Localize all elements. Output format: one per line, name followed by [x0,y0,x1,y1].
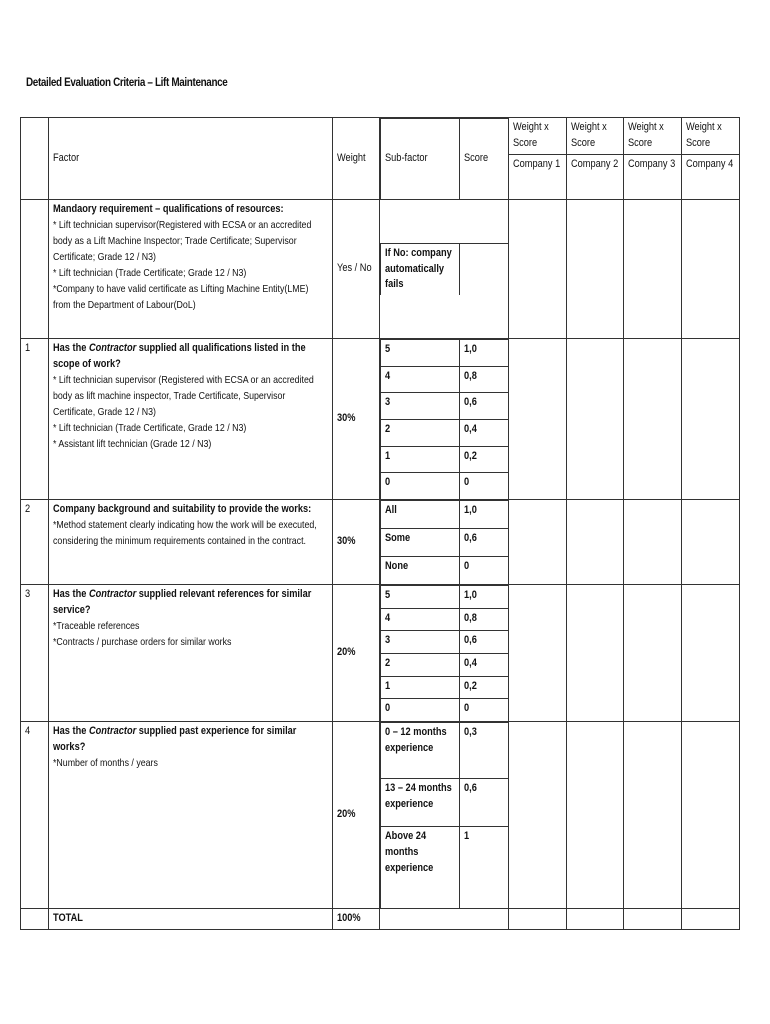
mandatory-factor: Mandaory requirement – qualifications of resources: * Lift technician supervisor(Registered with ECSA or an accredited body as a Lift Machine Inspector; Trade Certificate; Supervisor Certificate; Grade 12 / N3) * Lift technician (Trade Certificate; Grade 12 / N3) *Company to have valid certificate as Lifting Machine Entity(LME) from the Department of Labour(DoL) [49,200,333,339]
mandatory-subfactor: If No: company automatically fails [380,200,509,339]
header-no [21,118,49,200]
header-score: Score [464,152,489,165]
header-subfactor: Sub-factor [385,152,429,165]
header-company-2: Weight x Score Company 2 [566,118,623,200]
page-title: Detailed Evaluation Criteria – Lift Maintenance [26,77,228,89]
row-number: 3 [21,585,49,722]
total-row [21,909,740,930]
row-factor: Has the Contractor supplied relevant references for similar service? *Traceable references *Contracts / purchase orders for similar works [49,585,333,722]
row-subfactors: 5 1,0 4 0,8 3 0,6 2 0,4 1 0,2 0 0 [380,585,509,722]
mandatory-heading: Mandaory requirement – qualifications of resources: [53,203,284,215]
criteria-row-3 [21,585,740,722]
header-company-4: Weight x Score Company 4 [681,118,739,200]
row-subfactors: 0 – 12 months experience 0,3 13 – 24 months experience 0,6 Above 24 months experience 1 [380,722,509,909]
row-subfactors: All 1,0 Some 0,6 None 0 [380,500,509,585]
mandatory-row [21,200,740,339]
row-number: 1 [21,339,49,500]
mandatory-weight: Yes / No [333,200,380,339]
row-factor: Company background and suitability to provide the works: *Method statement clearly indicating how the work will be executed, considering the minimum requirements contained in the contract. [49,500,333,585]
header-weight: Weight [333,118,380,200]
row-factor: Has the Contractor supplied past experience for similar works? *Number of months / years [49,722,333,909]
evaluation-table [20,117,740,930]
header-company-3: Weight x Score Company 3 [624,118,681,200]
header-subfactor-score [380,118,509,200]
row-number: 4 [21,722,49,909]
criteria-row-1 [21,339,740,500]
header-row [21,118,740,200]
row-number: 2 [21,500,49,585]
total-weight: 100% [333,909,380,930]
row-subfactors: 5 1,0 4 0,8 3 0,6 2 0,4 1 0,2 0 0 [380,339,509,500]
header-factor: Factor [49,118,333,200]
header-company-1: Weight x Score Company 1 [509,118,566,200]
row-weight: 20% [333,722,380,909]
criteria-row-2 [21,500,740,585]
row-factor: Has the Contractor supplied all qualifications listed in the scope of work? * Lift technician supervisor (Registered with ECSA or an accredited body as lift machine inspector, Trade Certificate, Supervisor Certificate, Grade 12 / N3) * Lift technician (Trade Certificate, Grade 12 / N3) * Assistant lift technician (Grade 12 / N3) [49,339,333,500]
total-label: TOTAL [49,909,333,930]
row-weight: 20% [333,585,380,722]
row-weight: 30% [333,500,380,585]
row-weight: 30% [333,339,380,500]
criteria-row-4 [21,722,740,909]
